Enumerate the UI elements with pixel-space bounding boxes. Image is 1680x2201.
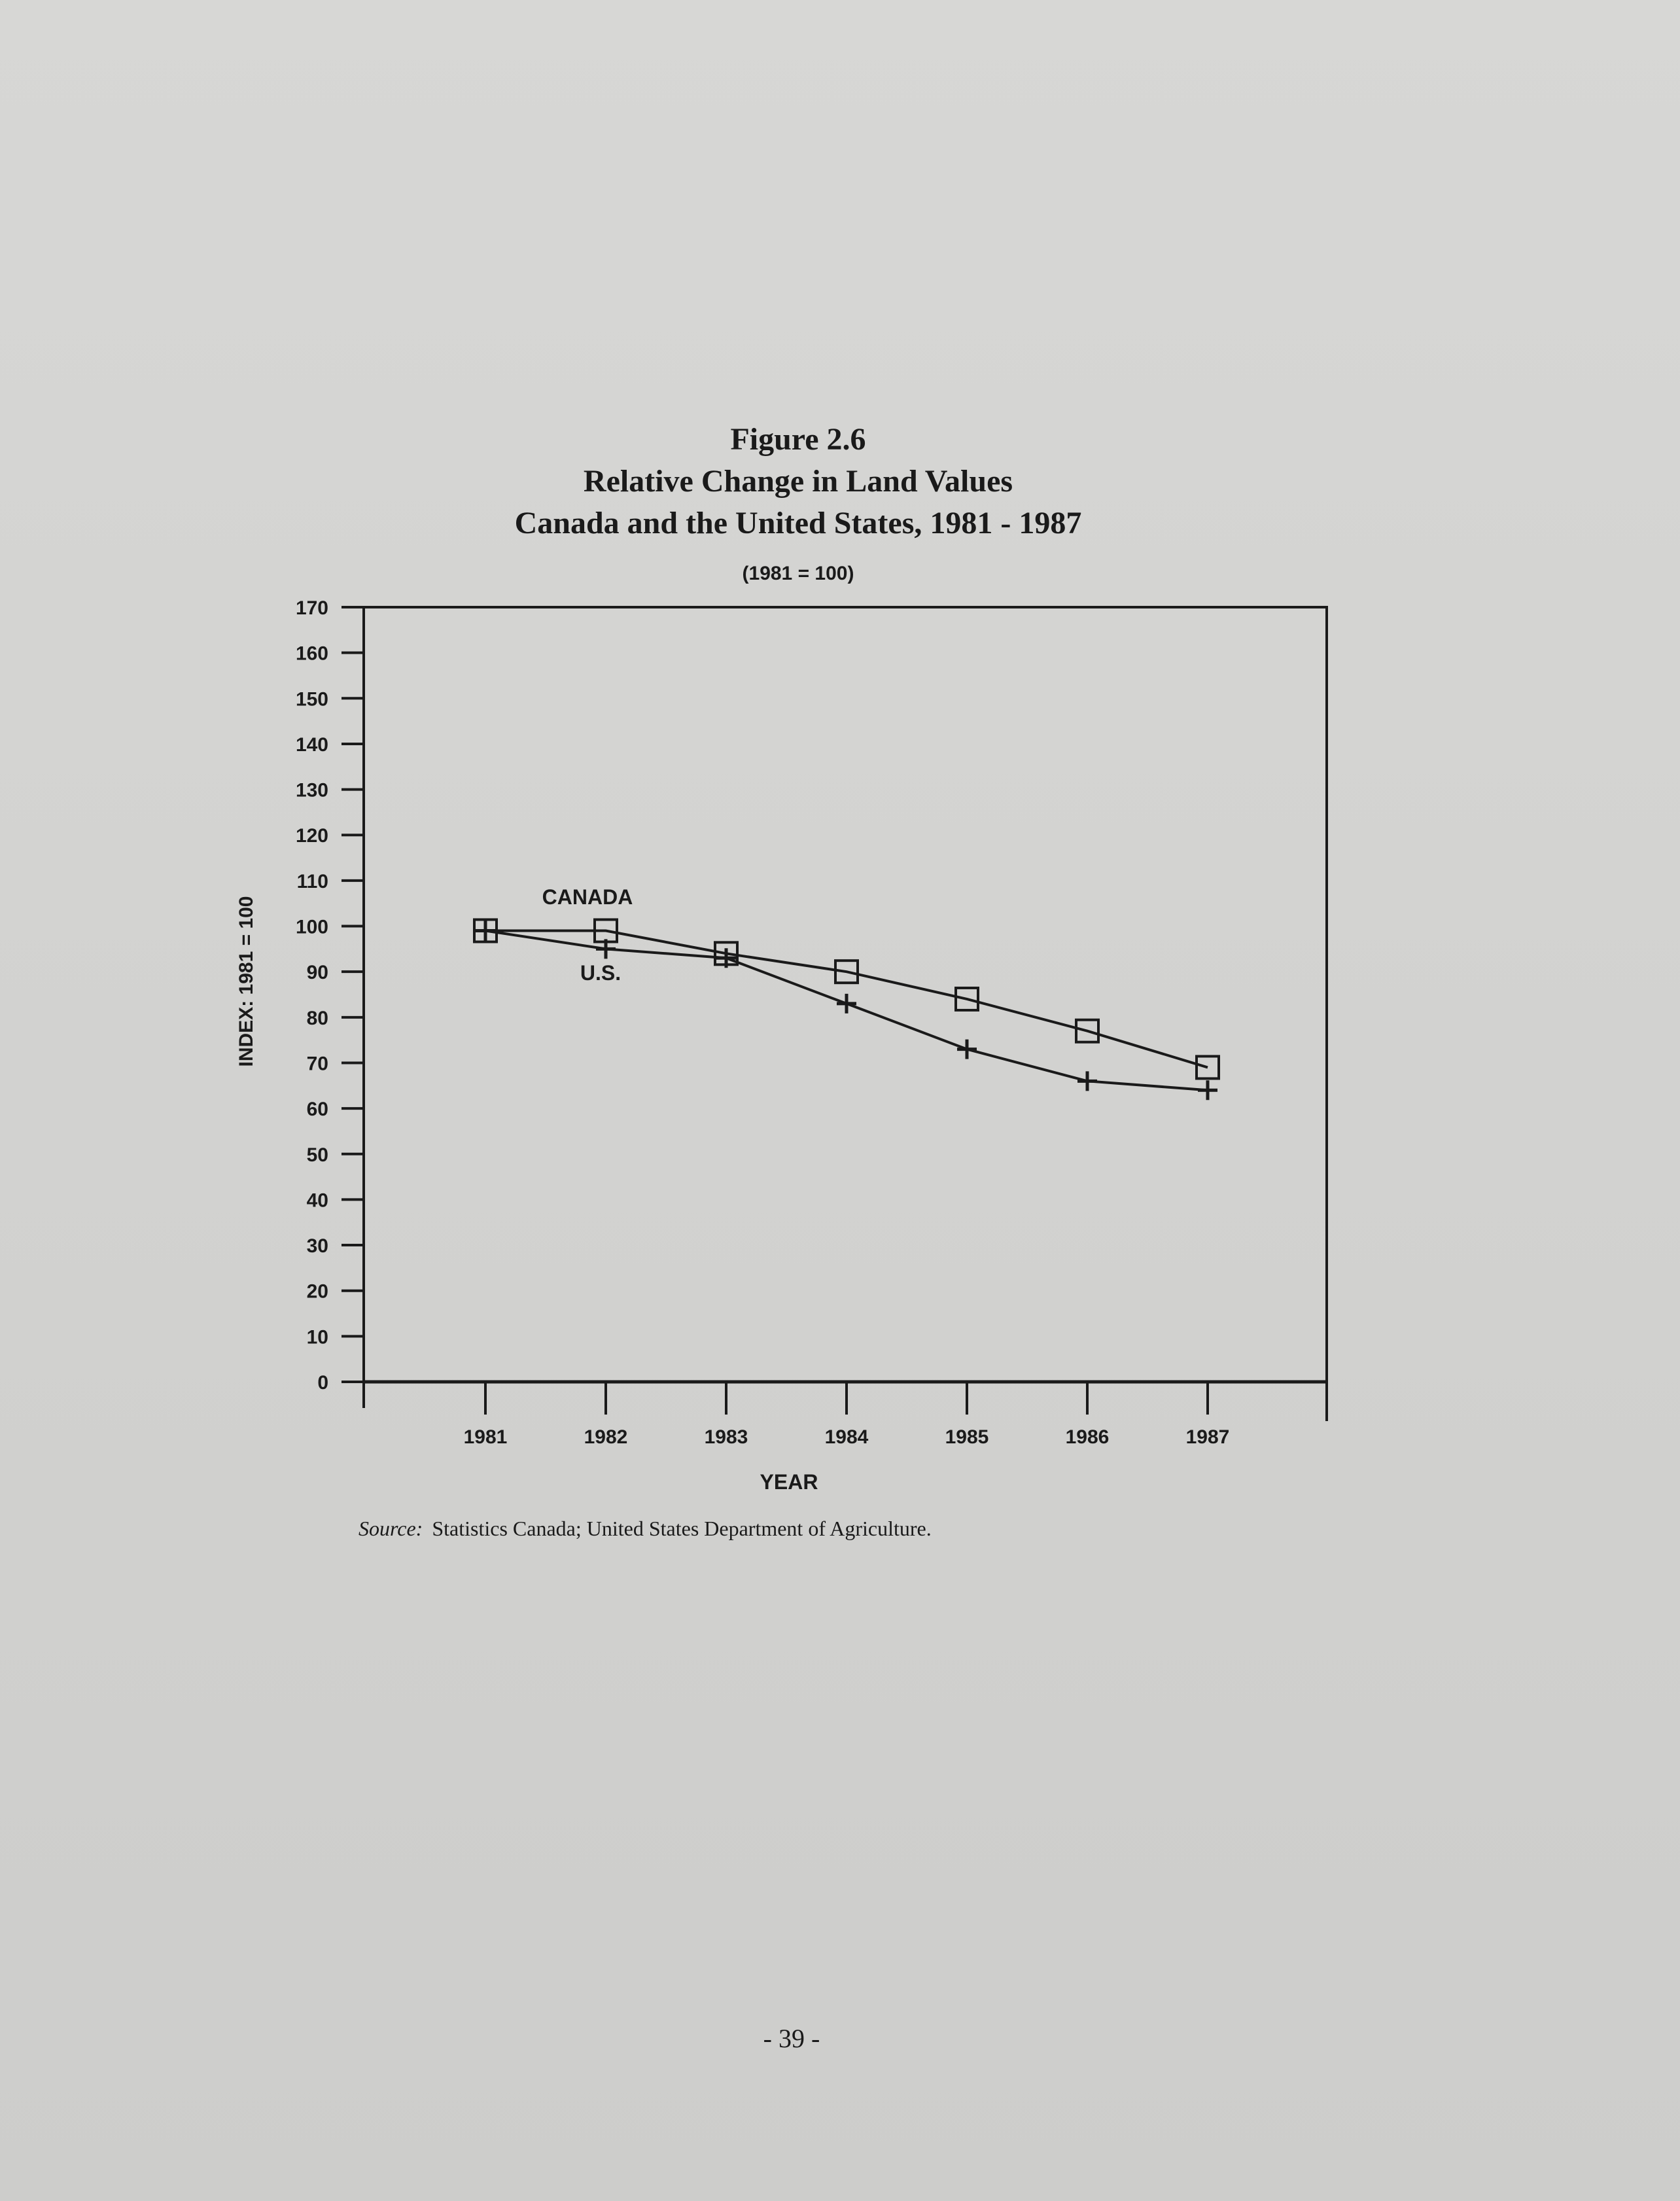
x-tick-label: 1982 [584, 1426, 628, 1448]
source-note [359, 1517, 932, 1541]
y-tick-label: 140 [295, 733, 328, 756]
x-axis-label: YEAR [760, 1470, 818, 1494]
y-tick-label: 100 [295, 916, 328, 938]
y-tick-label: 150 [295, 688, 328, 711]
source-text: Statistics Canada; United States Department of Agriculture. [432, 1517, 932, 1540]
series-2-point [476, 921, 495, 940]
series-2-point [837, 994, 856, 1013]
x-tick-label: 1981 [463, 1426, 508, 1448]
y-tick-label: 30 [306, 1235, 328, 1258]
x-tick-label: 1985 [945, 1426, 989, 1448]
x-tick-label: 1986 [1065, 1426, 1110, 1448]
series-2-point [957, 1040, 977, 1059]
series-label-2: U.S. [580, 961, 621, 985]
y-tick-label: 0 [317, 1372, 328, 1394]
series-2-point [1077, 1071, 1097, 1091]
y-tick-label: 120 [295, 825, 328, 847]
series-label-1: CANADA [542, 885, 633, 909]
y-tick-label: 110 [296, 870, 328, 892]
page-number: - 39 - [763, 2024, 820, 2053]
x-tick-label: 1984 [824, 1426, 869, 1448]
y-tick-label: 70 [306, 1053, 328, 1075]
y-tick-label: 130 [295, 779, 328, 801]
y-tick-label: 60 [306, 1099, 328, 1121]
y-tick-label: 20 [306, 1280, 328, 1303]
figure-label: Figure 2.6 [730, 422, 866, 457]
x-tick-label: 1983 [704, 1426, 748, 1448]
figure-note: (1981 = 100) [742, 563, 854, 584]
figure-title: Relative Change in Land Values [583, 464, 1013, 499]
y-tick-label: 170 [295, 597, 328, 619]
y-axis-label: INDEX: 1981 = 100 [236, 896, 257, 1067]
figure-subtitle: Canada and the United States, 1981 - 1987 [514, 506, 1082, 540]
y-tick-label: 80 [306, 1007, 328, 1029]
y-tick-label: 50 [306, 1144, 328, 1166]
y-tick-label: 160 [295, 643, 328, 665]
y-tick-label: 40 [306, 1189, 328, 1212]
y-tick-label: 10 [306, 1326, 328, 1348]
y-tick-label: 90 [306, 962, 328, 984]
source-label: Source: [359, 1517, 423, 1540]
x-tick-label: 1987 [1185, 1426, 1230, 1448]
series-2-point [1198, 1080, 1217, 1100]
